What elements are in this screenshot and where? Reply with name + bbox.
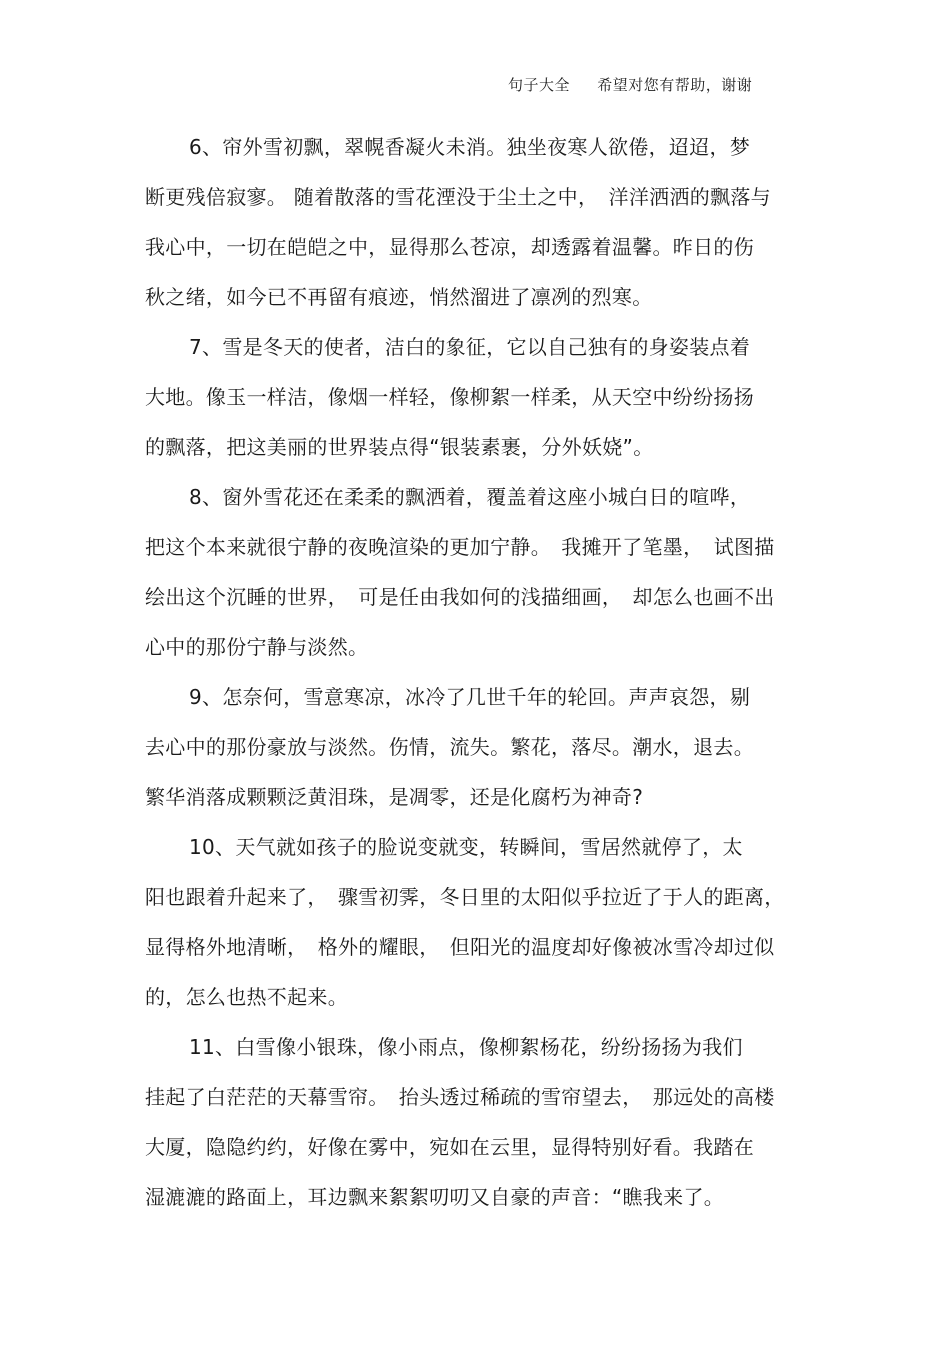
paragraph-line: 大地。像玉一样洁，像烟一样轻，像柳絮一样柔，从天空中纷纷扬扬 [145,385,754,409]
paragraph-line: 7、雪是冬天的使者，洁白的象征，它以自己独有的身姿装点着 [189,335,751,359]
header-site-name: 句子大全 [508,76,571,94]
paragraph-line: 我心中，一切在皑皑之中，显得那么苍凉，却透露着温馨。昨日的伤 [145,235,754,259]
paragraph-line: 绘出这个沉睡的世界， 可是任由我如何的浅描细画， 却怎么也画不出 [145,585,775,609]
paragraph-line: 断更残倍寂寥。 随着散落的雪花湮没于尘土之中， 洋洋洒洒的飘落与 [145,185,771,209]
paragraph-10 [145,822,810,1022]
paragraph-line: 10、天气就如孩子的脸说变就变，转瞬间，雪居然就停了，太 [189,835,743,859]
paragraph-line: 秋之绪，如今已不再留有痕迹，悄然溜进了凛冽的烈寒。 [145,285,653,309]
paragraph-11 [145,1022,810,1222]
paragraph-line: 去心中的那份豪放与淡然。伤情，流失。繁花，落尽。潮水，退去。 [145,735,754,759]
paragraph-line: 显得格外地清晰， 格外的耀眼， 但阳光的温度却好像被冰雪冷却过似 [145,935,775,959]
paragraph-line: 湿漉漉的路面上，耳边飘来絮絮叨叨又自豪的声音：“瞧我来了。 [145,1185,725,1209]
paragraph-line: 9、怎奈何，雪意寒凉，冰冷了几世千年的轮回。声声哀怨，剔 [189,685,751,709]
paragraph-line: 6、帘外雪初飘，翠幌香凝火未消。独坐夜寒人欲倦，迢迢，梦 [189,135,751,159]
paragraph-line: 阳也跟着升起来了， 骤雪初霁，冬日里的太阳似乎拉近了于人的距离， [145,885,785,909]
header-note: 希望对您有帮助，谢谢 [597,76,753,94]
paragraph-line: 的飘落，把这美丽的世界装点得“银装素裹，分外妖娆”。 [145,435,654,459]
paragraph-9 [145,672,810,822]
paragraph-line: 心中的那份宁静与淡然。 [145,635,369,659]
paragraph-line: 8、窗外雪花还在柔柔的飘洒着，覆盖着这座小城白日的喧哗， [189,485,751,509]
paragraph-7 [145,322,810,472]
paragraph-line: 11、白雪像小银珠，像小雨点，像柳絮杨花，纷纷扬扬为我们 [189,1035,743,1059]
article-body [145,122,810,1222]
page-header [508,74,752,95]
paragraph-line: 繁华消落成颗颗泛黄泪珠，是凋零，还是化腐朽为神奇? [145,785,644,809]
paragraph-6 [145,122,810,322]
paragraph-line: 大厦，隐隐约约，好像在雾中，宛如在云里，显得特别好看。我踏在 [145,1135,754,1159]
paragraph-line: 挂起了白茫茫的天幕雪帘。 抬头透过稀疏的雪帘望去， 那远处的高楼 [145,1085,775,1109]
paragraph-line: 的，怎么也热不起来。 [145,985,348,1009]
paragraph-line: 把这个本来就很宁静的夜晚渲染的更加宁静。 我摊开了笔墨， 试图描 [145,535,775,559]
paragraph-8 [145,472,810,672]
